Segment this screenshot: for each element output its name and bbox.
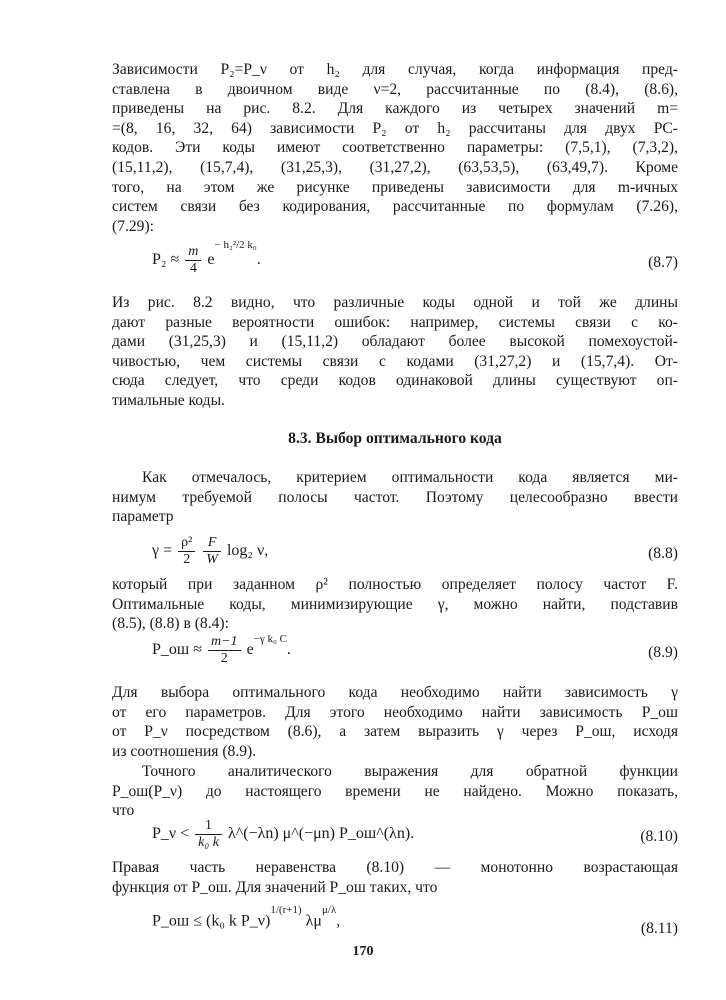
text-line: тимальные коды. (112, 391, 225, 409)
equation-number: (8.7) (648, 254, 678, 271)
text-line: дают разные вероятности ошибок: например, системы связи с ко- (112, 313, 678, 331)
paragraph-4 (112, 575, 678, 634)
text-line: Оптимальные коды, минимизирующие γ, можно найти, подставив (112, 595, 678, 613)
numerator: m−1 (208, 634, 241, 651)
fraction (203, 535, 221, 568)
equation-8-10 (112, 818, 678, 858)
paragraph-3 (112, 468, 678, 527)
denominator: W (206, 552, 218, 567)
text-line: (7.29): (112, 217, 155, 235)
paragraph-1 (112, 60, 678, 236)
fraction (185, 244, 201, 277)
equation-number: (8.11) (640, 920, 678, 937)
text-line: приведены на рис. 8.2. Для каждого из четырех значений m= (112, 100, 678, 118)
denominator: 4 (189, 261, 197, 276)
text-line: Правая часть неравенства (8.10) — монотонно возрастающая (112, 859, 678, 876)
text-line: Для выбора оптимального кода необходимо найти зависимость γ (112, 684, 678, 701)
exponent: −γ k₀ C (253, 632, 287, 645)
numerator: F (203, 535, 221, 552)
denominator: 2 (183, 552, 191, 567)
text-line: сюда следует, что среди кодов одинаковой длины существуют оп- (112, 372, 678, 390)
formula-tail: λ^(−λn) μ^(−μn) P_ош^(λn). (227, 825, 415, 843)
denominator: k₀ k (198, 835, 219, 850)
formula-lhs: P_ош ≈ (152, 641, 202, 659)
numerator: ρ² (178, 535, 195, 552)
formula-mid: λμ (305, 912, 322, 930)
paragraph-6 (112, 762, 678, 821)
text-line: того, на этом же рисунке приведены зависимости для m-ичных (112, 178, 678, 196)
numerator: m (185, 244, 201, 261)
exponent: μ/λ (321, 904, 337, 916)
text-line: что (112, 802, 135, 820)
formula-end: . (286, 641, 291, 659)
exp-base: e (246, 641, 254, 659)
text-line: Зависимости P₂=P_ν от h₂ для случая, когда информация пред- (112, 61, 678, 78)
text-line: =(8, 16, 32, 64) зависимости P₂ от h₂ рассчитаны для двух PC- (112, 119, 678, 137)
paragraph-7 (112, 858, 678, 897)
text-line: дами (31,25,3) и (15,11,2) обладают более высокой помехоустой- (112, 333, 678, 351)
text-line: который при заданном ρ² полностью определяет полосу частот F. (112, 576, 678, 593)
formula-lhs: P_ош ≤ (k₀ k P_ν) (152, 912, 271, 930)
exponent: 1/(r+1) (270, 904, 302, 916)
text-line: систем связи без кодирования, рассчитанные по формулам (7.26), (112, 198, 678, 216)
text-line: из соотношения (8.9). (112, 742, 257, 760)
equation-8-8 (112, 535, 678, 575)
exp-base: e (207, 251, 215, 269)
text-line: (15,11,2), (15,7,4), (31,25,3), (31,27,2), (63,53,5), (63,49,7). Кроме (112, 158, 678, 176)
fraction (195, 818, 222, 851)
text-line: чивостью, чем системы связи с кодами (31,27,2) и (15,7,4). От- (112, 352, 678, 370)
text-line: нимум требуемой полосы частот. Поэтому целесообразно ввести (112, 488, 678, 506)
formula-lhs: P₂ ≈ (152, 251, 180, 269)
formula-lhs: P_ν < (152, 825, 190, 843)
text-line: функция от P_ош. Для значений P_ош таких, что (112, 878, 438, 896)
exponent: − h₂²/2 k₀ (214, 238, 257, 251)
formula-end: , (336, 912, 341, 930)
text-line: кодов. Эти коды имеют соответственно параметры: (7,5,1), (7,3,2), (112, 139, 678, 157)
equation-8-7 (112, 238, 678, 284)
text-line: ставлена в двоичном виде ν=2, рассчитанные по (8.4), (8.6), (112, 80, 678, 98)
text-line: Как отмечалось, критерием оптимальности кода является ми- (142, 469, 678, 486)
formula (152, 634, 291, 667)
page-number: 170 (352, 944, 374, 959)
formula (152, 904, 341, 930)
formula-tail: log₂ ν, (226, 542, 269, 560)
formula-end: . (256, 251, 261, 269)
formula (152, 535, 268, 568)
text-line: Из рис. 8.2 видно, что различные коды одной и той же длины (112, 294, 678, 311)
equation-number: (8.10) (640, 828, 678, 845)
equation-number: (8.8) (648, 545, 678, 562)
text-line: P_ош(P_ν) до настоящего времени не найдено. Можно показать, (112, 782, 678, 800)
fraction (178, 535, 195, 568)
formula-lhs: γ = (152, 542, 173, 560)
text-line: от P_ν посредством (8.6), а затем выразить γ через P_ош, исходя (112, 723, 678, 741)
text-line: параметр (112, 508, 174, 526)
paragraph-2 (112, 293, 678, 411)
section-heading: 8.3. Выбор оптимального кода (288, 430, 502, 447)
text-line: от его параметров. Для этого необходимо найти зависимость P_ош (112, 703, 678, 721)
formula (152, 238, 261, 277)
denominator: 2 (220, 651, 228, 666)
paragraph-5 (112, 683, 678, 761)
formula (152, 818, 414, 851)
fraction (208, 634, 241, 667)
equation-number: (8.9) (648, 644, 678, 661)
text-line: (8.5), (8.8) в (8.4): (112, 615, 229, 633)
equation-8-9 (112, 634, 678, 674)
text-line: Точного аналитического выражения для обратной функции (142, 763, 678, 780)
numerator: 1 (195, 818, 222, 835)
